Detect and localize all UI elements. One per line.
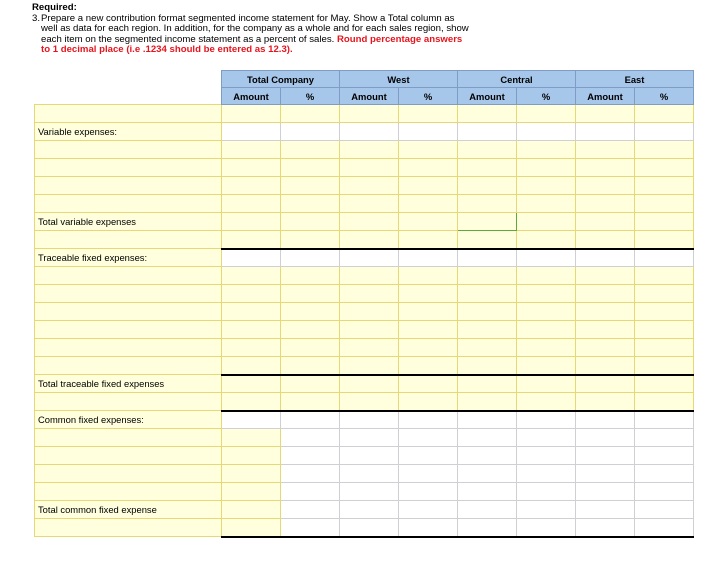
cell-total-percent[interactable] — [281, 159, 340, 177]
cell-central-percent[interactable] — [517, 375, 576, 393]
table-row — [35, 375, 694, 393]
cell-total-percent — [281, 501, 340, 519]
cell-central-amount[interactable] — [458, 177, 517, 195]
cell-west-percent — [399, 465, 458, 483]
cell-total-amount[interactable] — [222, 375, 281, 393]
table-row — [35, 177, 694, 195]
cell-central-percent — [517, 465, 576, 483]
row-label-input[interactable] — [35, 393, 222, 411]
cell-central-amount — [458, 447, 517, 465]
cell-east-percent[interactable] — [635, 195, 694, 213]
cell-central-percent — [517, 411, 576, 429]
cell-east-amount[interactable] — [576, 303, 635, 321]
table-row — [35, 141, 694, 159]
cell-total-amount[interactable] — [222, 231, 281, 249]
cell-total-amount[interactable] — [222, 213, 281, 231]
cell-total-percent — [281, 465, 340, 483]
cell-total-amount[interactable] — [222, 177, 281, 195]
cell-central-percent — [517, 447, 576, 465]
cell-total-amount[interactable] — [222, 321, 281, 339]
cell-east-amount — [576, 249, 635, 267]
cell-central-amount — [458, 483, 517, 501]
header-central-amount: Amount — [458, 88, 517, 105]
cell-east-amount — [576, 465, 635, 483]
cell-west-amount[interactable] — [340, 231, 399, 249]
cell-central-amount — [458, 465, 517, 483]
cell-total-percent[interactable] — [281, 375, 340, 393]
row-label-input[interactable] — [35, 267, 222, 285]
cell-west-amount[interactable] — [340, 141, 399, 159]
cell-west-percent — [399, 501, 458, 519]
cell-west-percent[interactable] — [399, 321, 458, 339]
cell-west-amount — [340, 519, 399, 537]
cell-total-amount — [222, 249, 281, 267]
cell-west-percent[interactable] — [399, 231, 458, 249]
cell-central-amount — [458, 249, 517, 267]
cell-total-percent[interactable] — [281, 303, 340, 321]
cell-east-amount[interactable] — [576, 375, 635, 393]
cell-east-amount[interactable] — [576, 357, 635, 375]
row-label-total-common-fixed-expense: Total common fixed expense — [35, 501, 222, 519]
cell-total-percent[interactable] — [281, 357, 340, 375]
cell-central-percent — [517, 501, 576, 519]
cell-east-percent[interactable] — [635, 267, 694, 285]
table-row — [35, 249, 694, 267]
cell-east-percent — [635, 447, 694, 465]
cell-west-amount[interactable] — [340, 177, 399, 195]
cell-west-percent — [399, 249, 458, 267]
cell-west-amount[interactable] — [340, 375, 399, 393]
instruction-line-2: well as data for each region. In addition, for the company as a whole and for each sales region, show — [41, 23, 469, 35]
table-row — [35, 303, 694, 321]
cell-central-amount[interactable] — [458, 303, 517, 321]
cell-east-amount[interactable] — [576, 213, 635, 231]
table-row — [35, 105, 694, 123]
cell-west-percent[interactable] — [399, 267, 458, 285]
cell-central-percent — [517, 519, 576, 537]
row-label-input[interactable] — [35, 285, 222, 303]
cell-east-percent — [635, 483, 694, 501]
header-blank — [35, 88, 222, 105]
cell-central-amount — [458, 501, 517, 519]
table-row — [35, 159, 694, 177]
cell-central-percent[interactable] — [517, 231, 576, 249]
cell-east-percent — [635, 123, 694, 141]
header-west-percent: % — [399, 88, 458, 105]
cell-west-percent[interactable] — [399, 303, 458, 321]
row-label-total-traceable-fixed-expenses: Total traceable fixed expenses — [35, 375, 222, 393]
cell-east-percent — [635, 465, 694, 483]
cell-central-percent — [517, 483, 576, 501]
cell-east-amount[interactable] — [576, 339, 635, 357]
header-west: West — [340, 71, 458, 88]
cell-east-amount — [576, 447, 635, 465]
cell-total-amount[interactable] — [222, 447, 281, 465]
table-row — [35, 213, 694, 231]
cell-west-amount — [340, 249, 399, 267]
cell-total-percent[interactable] — [281, 339, 340, 357]
cell-central-percent — [517, 249, 576, 267]
cell-east-percent[interactable] — [635, 339, 694, 357]
row-label-input[interactable] — [35, 159, 222, 177]
cell-east-percent — [635, 501, 694, 519]
cell-total-amount — [222, 411, 281, 429]
cell-central-amount[interactable] — [458, 321, 517, 339]
cell-central-amount[interactable] — [458, 267, 517, 285]
cell-total-amount[interactable] — [222, 519, 281, 537]
cell-west-amount[interactable] — [340, 357, 399, 375]
cell-west-percent[interactable] — [399, 357, 458, 375]
table-row — [35, 231, 694, 249]
table-row — [35, 393, 694, 411]
cell-west-amount[interactable] — [340, 321, 399, 339]
cell-east-amount — [576, 411, 635, 429]
instruction-rounding-note: Round percentage answers — [336, 33, 463, 45]
instruction-text — [32, 14, 502, 56]
cell-east-amount — [576, 483, 635, 501]
cell-total-percent — [281, 519, 340, 537]
cell-total-amount[interactable] — [222, 267, 281, 285]
header-east-percent: % — [635, 88, 694, 105]
cell-west-percent — [399, 483, 458, 501]
cell-east-percent — [635, 519, 694, 537]
cell-central-percent[interactable] — [517, 159, 576, 177]
cell-central-percent[interactable] — [517, 321, 576, 339]
cell-total-percent — [281, 483, 340, 501]
cell-total-percent — [281, 249, 340, 267]
cell-east-percent[interactable] — [635, 213, 694, 231]
cell-east-amount[interactable] — [576, 141, 635, 159]
header-east: East — [576, 71, 694, 88]
cell-total-percent[interactable] — [281, 195, 340, 213]
cell-east-percent[interactable] — [635, 231, 694, 249]
table-row — [35, 357, 694, 375]
cell-east-percent — [635, 411, 694, 429]
cell-east-percent[interactable] — [635, 321, 694, 339]
cell-east-percent[interactable] — [635, 393, 694, 411]
cell-total-amount[interactable] — [222, 303, 281, 321]
cell-central-amount[interactable] — [458, 393, 517, 411]
cell-total-amount[interactable] — [222, 429, 281, 447]
cell-central-amount[interactable] — [458, 357, 517, 375]
item-number: 3. — [32, 12, 41, 24]
instruction-rounding-example: to 1 decimal place (i.e .1234 should be entered as 12.3). — [41, 44, 293, 56]
cell-total-percent — [281, 447, 340, 465]
cell-west-percent — [399, 411, 458, 429]
table-row — [35, 285, 694, 303]
cell-central-amount[interactable] — [458, 285, 517, 303]
row-label-input[interactable] — [35, 339, 222, 357]
row-label-input[interactable] — [35, 321, 222, 339]
cell-central-amount[interactable] — [458, 213, 517, 231]
cell-central-amount[interactable] — [458, 375, 517, 393]
row-label-input[interactable] — [35, 519, 222, 537]
cell-west-amount — [340, 447, 399, 465]
cell-central-percent[interactable] — [517, 195, 576, 213]
cell-east-percent[interactable] — [635, 177, 694, 195]
table-row — [35, 339, 694, 357]
cell-west-percent — [399, 519, 458, 537]
header-total-percent: % — [281, 88, 340, 105]
cell-total-percent[interactable] — [281, 231, 340, 249]
cell-west-amount — [340, 429, 399, 447]
cell-west-percent — [399, 429, 458, 447]
cell-east-percent[interactable] — [635, 375, 694, 393]
row-label-input[interactable] — [35, 303, 222, 321]
header-west-amount: Amount — [340, 88, 399, 105]
cell-central-amount[interactable] — [458, 231, 517, 249]
cell-total-percent[interactable] — [281, 393, 340, 411]
cell-east-amount[interactable] — [576, 393, 635, 411]
cell-east-amount[interactable] — [576, 231, 635, 249]
row-label-input[interactable] — [35, 483, 222, 501]
table-row — [35, 267, 694, 285]
cell-west-amount[interactable] — [340, 105, 399, 123]
cell-west-percent[interactable] — [399, 105, 458, 123]
cell-east-percent — [635, 429, 694, 447]
cell-central-amount — [458, 429, 517, 447]
cell-east-amount — [576, 501, 635, 519]
cell-total-amount[interactable] — [222, 501, 281, 519]
row-label-total-variable-expenses: Total variable expenses — [35, 213, 222, 231]
cell-total-amount[interactable] — [222, 465, 281, 483]
instruction-line-3: each item on the segmented income statement as a percent of sales. — [41, 33, 335, 45]
cell-west-percent — [399, 447, 458, 465]
table-row — [35, 501, 694, 519]
table-row — [35, 483, 694, 501]
header-central: Central — [458, 71, 576, 88]
cell-central-amount — [458, 519, 517, 537]
cell-total-percent[interactable] — [281, 141, 340, 159]
cell-central-amount — [458, 123, 517, 141]
cell-total-amount[interactable] — [222, 357, 281, 375]
cell-central-amount[interactable] — [458, 159, 517, 177]
cell-central-percent[interactable] — [517, 357, 576, 375]
cell-east-percent[interactable] — [635, 159, 694, 177]
cell-east-amount — [576, 123, 635, 141]
cell-east-percent — [635, 249, 694, 267]
cell-central-amount[interactable] — [458, 195, 517, 213]
header-east-amount: Amount — [576, 88, 635, 105]
required-label: Required: — [32, 2, 77, 13]
table-row — [35, 519, 694, 537]
cell-total-percent[interactable] — [281, 285, 340, 303]
cell-east-amount[interactable] — [576, 105, 635, 123]
segmented-income-statement-table — [34, 70, 694, 538]
instructions — [32, 3, 502, 56]
cell-central-percent[interactable] — [517, 213, 576, 231]
cell-total-amount[interactable] — [222, 195, 281, 213]
cell-west-amount — [340, 411, 399, 429]
cell-total-amount[interactable] — [222, 159, 281, 177]
instruction-line-1: Prepare a new contribution format segmented income statement for May. Show a Total column as — [41, 12, 455, 24]
cell-east-amount — [576, 519, 635, 537]
cell-total-percent — [281, 411, 340, 429]
cell-west-amount[interactable] — [340, 267, 399, 285]
cell-east-percent[interactable] — [635, 105, 694, 123]
header-sub-row — [35, 88, 694, 105]
cell-west-percent — [399, 123, 458, 141]
row-label-input[interactable] — [35, 195, 222, 213]
cell-west-percent[interactable] — [399, 177, 458, 195]
row-label-input[interactable] — [35, 177, 222, 195]
cell-west-amount[interactable] — [340, 285, 399, 303]
cell-central-percent[interactable] — [517, 285, 576, 303]
cell-west-percent[interactable] — [399, 195, 458, 213]
cell-west-percent[interactable] — [399, 285, 458, 303]
cell-west-percent[interactable] — [399, 375, 458, 393]
row-label-common-fixed-expenses: Common fixed expenses: — [35, 411, 222, 429]
table-row — [35, 321, 694, 339]
cell-west-percent[interactable] — [399, 141, 458, 159]
header-central-percent: % — [517, 88, 576, 105]
cell-total-percent[interactable] — [281, 267, 340, 285]
cell-east-percent[interactable] — [635, 357, 694, 375]
cell-central-percent[interactable] — [517, 303, 576, 321]
cell-west-percent[interactable] — [399, 213, 458, 231]
cell-total-amount[interactable] — [222, 141, 281, 159]
row-label-input[interactable] — [35, 429, 222, 447]
table-row — [35, 195, 694, 213]
cell-west-amount — [340, 483, 399, 501]
row-label-input[interactable] — [35, 105, 222, 123]
header-total-amount: Amount — [222, 88, 281, 105]
cell-east-percent[interactable] — [635, 303, 694, 321]
header-blank — [35, 71, 222, 88]
cell-central-amount[interactable] — [458, 105, 517, 123]
cell-east-percent[interactable] — [635, 285, 694, 303]
cell-west-amount — [340, 123, 399, 141]
cell-east-amount[interactable] — [576, 177, 635, 195]
row-label-input[interactable] — [35, 465, 222, 483]
cell-east-amount[interactable] — [576, 267, 635, 285]
cell-central-percent — [517, 123, 576, 141]
cell-east-amount[interactable] — [576, 285, 635, 303]
cell-central-percent[interactable] — [517, 393, 576, 411]
cell-west-percent[interactable] — [399, 159, 458, 177]
cell-west-amount — [340, 465, 399, 483]
cell-total-amount[interactable] — [222, 285, 281, 303]
cell-total-amount[interactable] — [222, 105, 281, 123]
cell-total-amount[interactable] — [222, 393, 281, 411]
header-total-company: Total Company — [222, 71, 340, 88]
table-row — [35, 447, 694, 465]
table-row — [35, 123, 694, 141]
cell-central-percent[interactable] — [517, 105, 576, 123]
cell-west-amount[interactable] — [340, 159, 399, 177]
row-label-variable-expenses: Variable expenses: — [35, 123, 222, 141]
header-group-row — [35, 71, 694, 88]
cell-central-percent — [517, 429, 576, 447]
table-row — [35, 411, 694, 429]
cell-east-amount[interactable] — [576, 195, 635, 213]
table-row — [35, 465, 694, 483]
cell-central-amount[interactable] — [458, 339, 517, 357]
cell-west-amount[interactable] — [340, 195, 399, 213]
cell-total-percent[interactable] — [281, 213, 340, 231]
cell-central-percent[interactable] — [517, 339, 576, 357]
cell-total-percent — [281, 429, 340, 447]
cell-total-percent[interactable] — [281, 321, 340, 339]
cell-central-percent[interactable] — [517, 141, 576, 159]
cell-east-amount[interactable] — [576, 159, 635, 177]
cell-east-amount — [576, 429, 635, 447]
cell-west-percent[interactable] — [399, 339, 458, 357]
cell-west-amount[interactable] — [340, 213, 399, 231]
cell-total-amount[interactable] — [222, 339, 281, 357]
cell-central-percent[interactable] — [517, 177, 576, 195]
cell-total-percent[interactable] — [281, 177, 340, 195]
table-row — [35, 429, 694, 447]
cell-west-amount[interactable] — [340, 303, 399, 321]
cell-west-amount[interactable] — [340, 339, 399, 357]
cell-east-percent[interactable] — [635, 141, 694, 159]
cell-west-amount[interactable] — [340, 393, 399, 411]
cell-central-amount — [458, 411, 517, 429]
cell-west-percent[interactable] — [399, 393, 458, 411]
cell-east-amount[interactable] — [576, 321, 635, 339]
row-label-traceable-fixed-expenses: Traceable fixed expenses: — [35, 249, 222, 267]
cell-central-amount[interactable] — [458, 141, 517, 159]
cell-west-amount — [340, 501, 399, 519]
row-label-input[interactable] — [35, 231, 222, 249]
cell-total-percent — [281, 123, 340, 141]
cell-total-amount — [222, 123, 281, 141]
cell-central-percent[interactable] — [517, 267, 576, 285]
row-label-input[interactable] — [35, 141, 222, 159]
cell-total-percent[interactable] — [281, 105, 340, 123]
row-label-input[interactable] — [35, 357, 222, 375]
row-label-input[interactable] — [35, 447, 222, 465]
cell-total-amount[interactable] — [222, 483, 281, 501]
